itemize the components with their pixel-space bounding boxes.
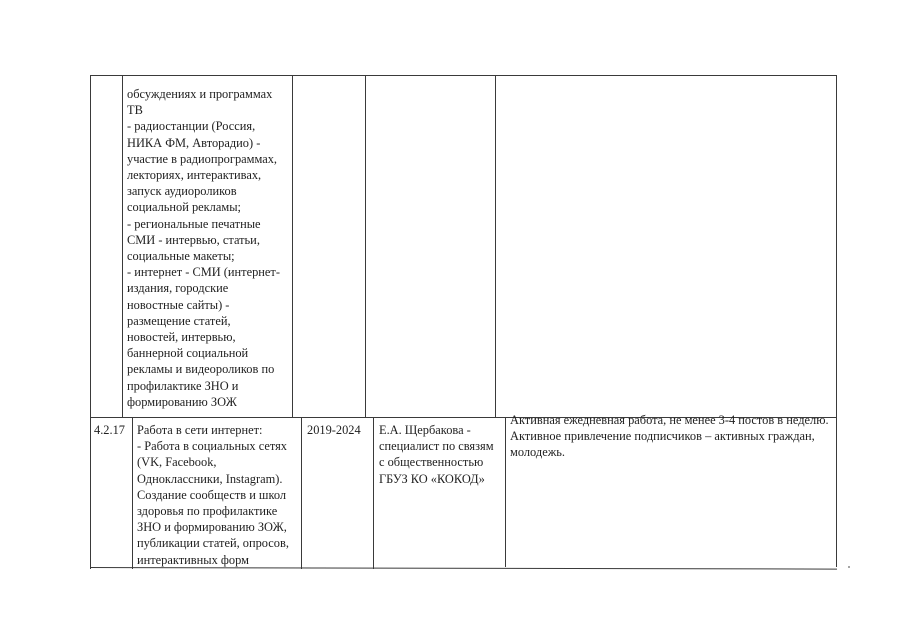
column-divider-1-lower (132, 417, 133, 569)
column-divider-3-upper (365, 75, 366, 417)
measure-description: Работа в сети интернет: - Работа в социальных сетях (VK, Facebook, Одноклассники, Instagram). Создание сообществ и школ здоровья по профилактике ЗНО и формированию ЗОЖ, публикации статей, опросов, интерактивных форм (137, 423, 289, 567)
responsible-person: Е.А. Щербакова - специалист по связям с общественностью ГБУЗ КО «КОКОД» (379, 423, 494, 486)
column-divider-4-upper (495, 75, 496, 417)
table-border-right-upper (836, 75, 837, 417)
measure-description-continued: обсуждениях и программах ТВ - радиостанции (Россия, НИКА ФМ, Авторадио) - участие в радиопрограммах, лекториях, интерактивах, запуск аудиороликов социальной рекламы; - региональные печатные СМИ - интервью, статьи, социальные макеты; - интернет - СМИ (интернет- издания, городские новостные сайты) - размещение статей, новостей, интервью, баннерной социальной рекламы и видеороликов по профилактике ЗНО и формированию ЗОЖ (127, 87, 280, 409)
table-border-top (90, 75, 837, 76)
table-border-left-upper (90, 75, 91, 417)
table-border-left-lower (90, 417, 91, 569)
scan-speck (848, 566, 850, 568)
column-divider-3-lower (373, 417, 374, 569)
column-divider-4-lower (505, 417, 506, 567)
row-number: 4.2.17 (94, 423, 125, 437)
column-divider-1-upper (122, 75, 123, 417)
expected-result: Активная ежедневная работа, не менее 3-4 постов в неделю. Активное привлечение подписчиков – активных граждан, молодежь. (510, 413, 829, 460)
period: 2019-2024 (307, 423, 361, 437)
